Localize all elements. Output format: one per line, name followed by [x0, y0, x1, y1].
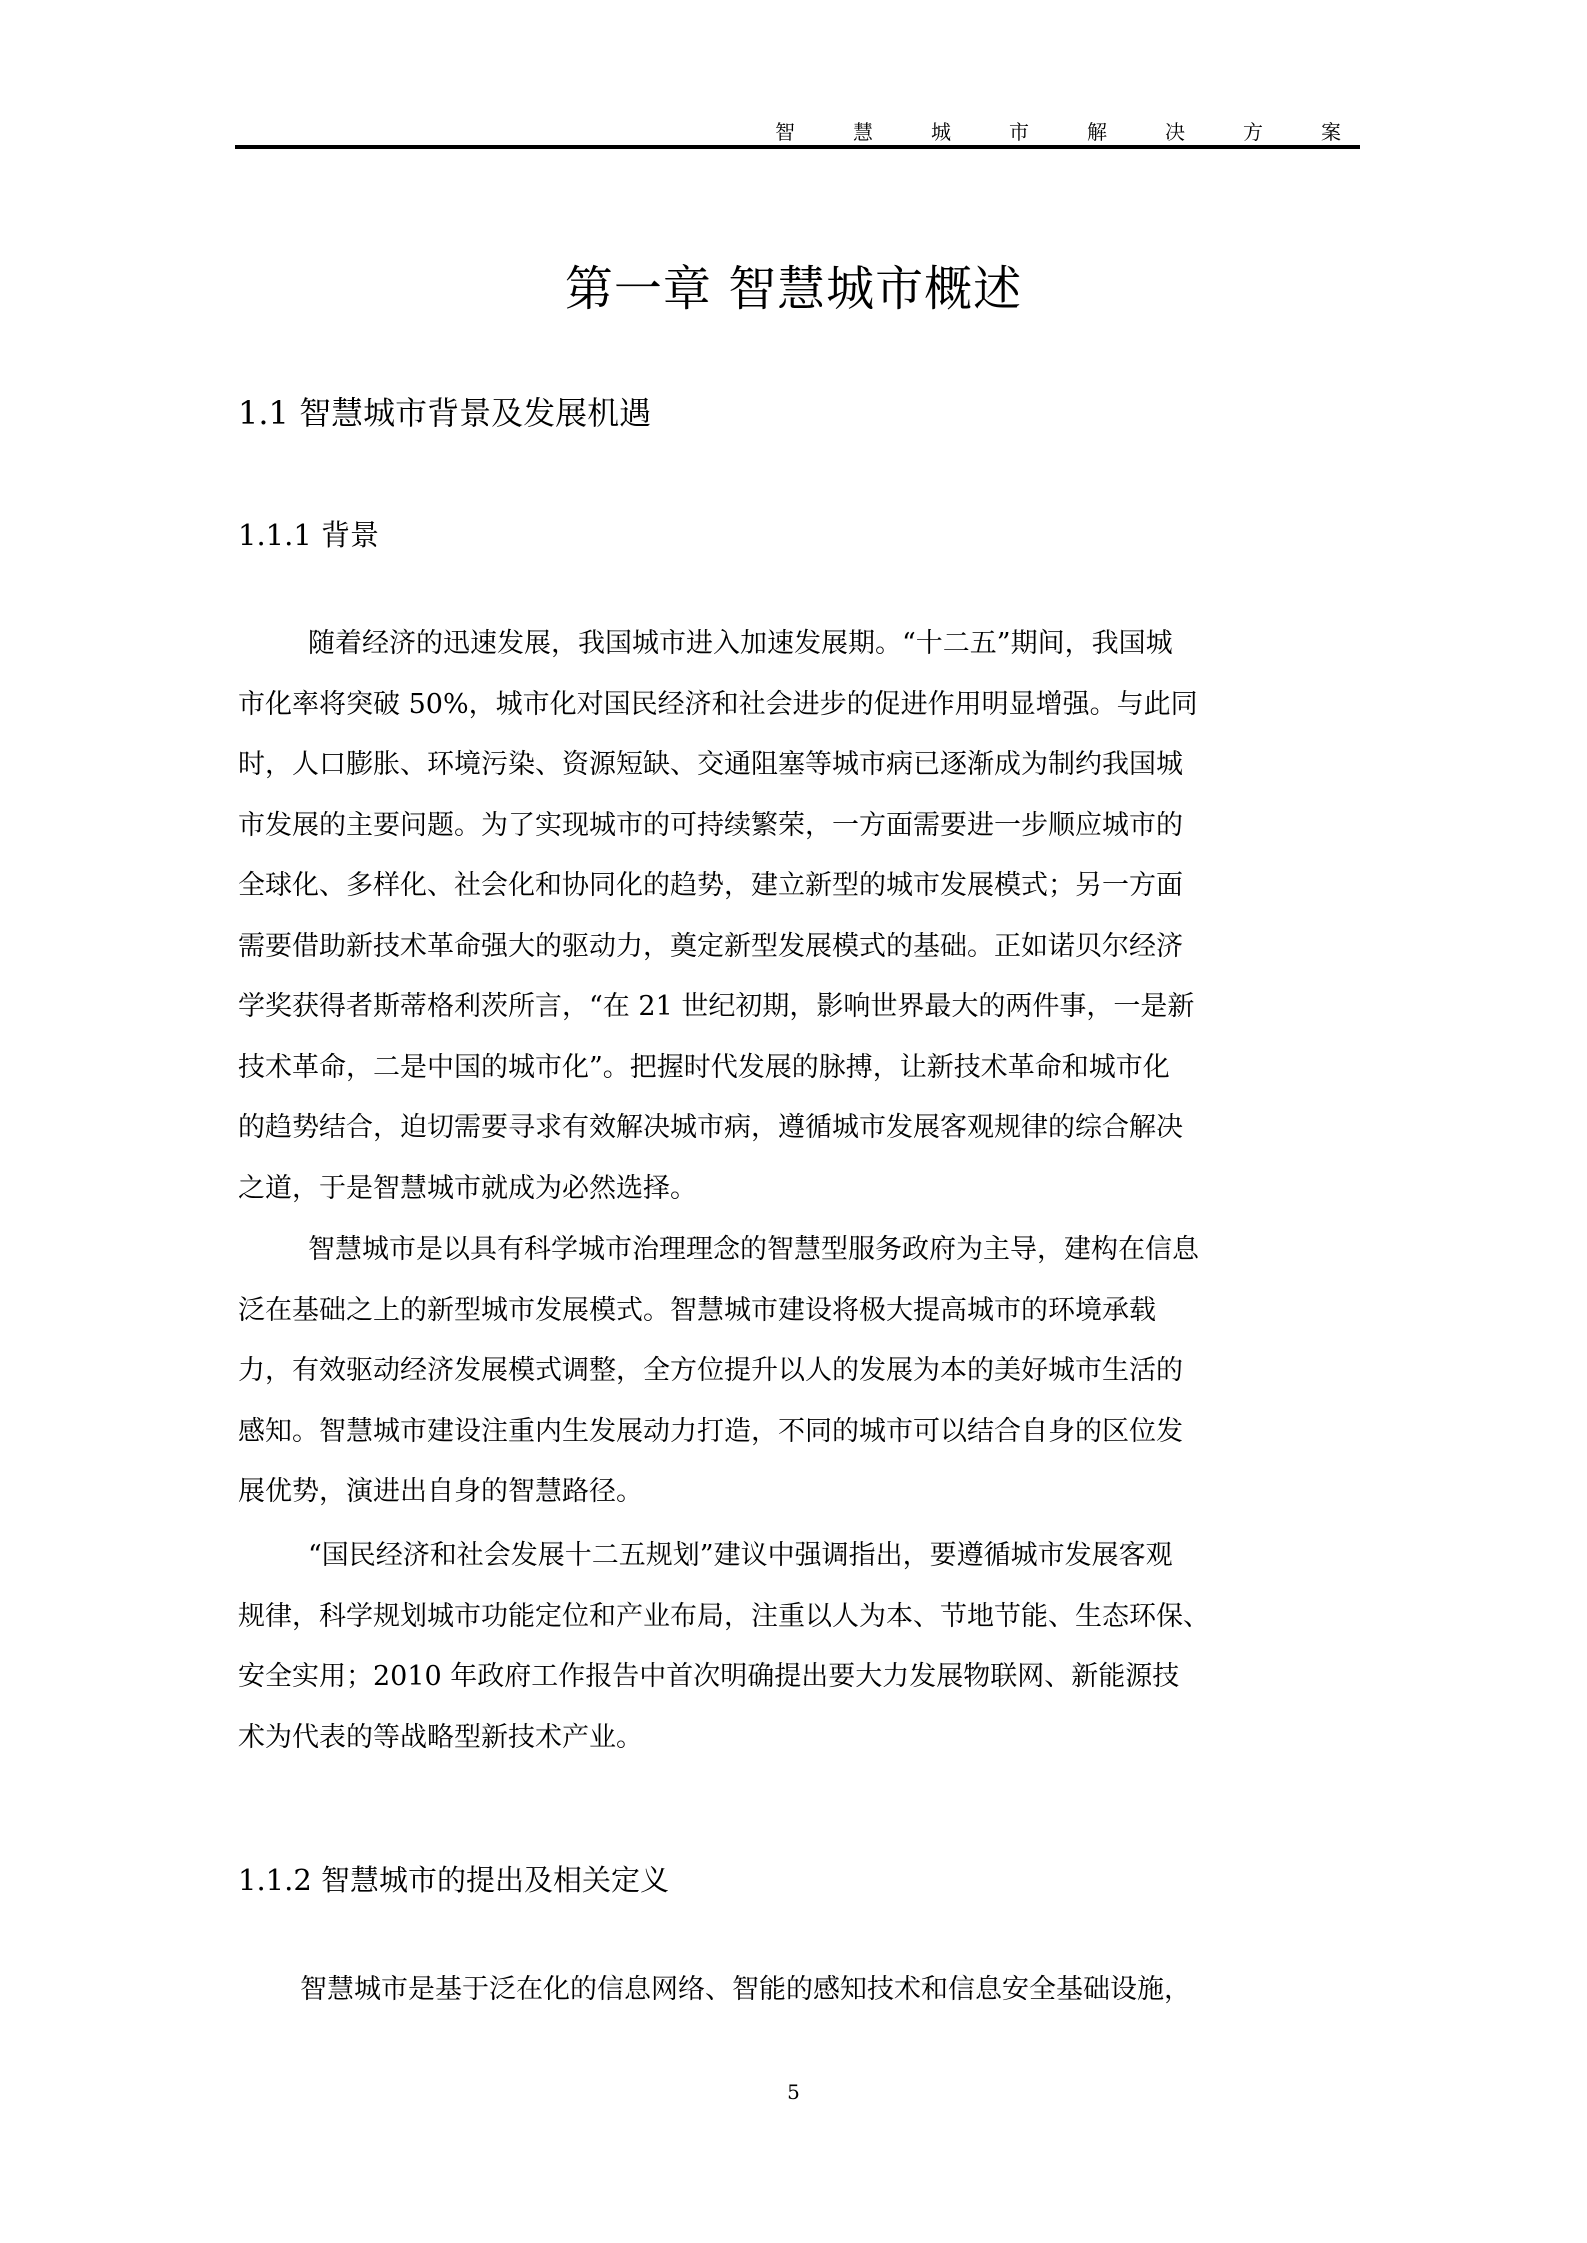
paragraph-line: 学奖获得者斯蒂格利茨所言，“在 21 世纪初期，影响世界最大的两件事，一是新: [238, 991, 1195, 1022]
paragraph-line: 智慧城市是以具有科学城市治理理念的智慧型服务政府为主导，建构在信息: [308, 1234, 1199, 1265]
header-char: 智: [775, 120, 795, 144]
paragraph-line: 规律，科学规划城市功能定位和产业布局，注重以人为本、节地节能、生态环保、: [238, 1600, 1210, 1632]
running-header-title: [756, 116, 1360, 145]
header-char: 决: [1165, 120, 1185, 144]
paragraph-line: “国民经济和社会发展十二五规划”建议中强调指出，要遵循城市发展客观: [308, 1540, 1173, 1571]
section-heading-1-1-1: 1.1.1 背景: [238, 518, 380, 552]
paragraph-line: 时，人口膨胀、环境污染、资源短缺、交通阻塞等城市病已逐渐成为制约我国城: [238, 749, 1183, 780]
page-number: 5: [787, 2080, 800, 2104]
paragraph-line: 市发展的主要问题。为了实现城市的可持续繁荣，一方面需要进一步顺应城市的: [238, 809, 1183, 841]
paragraph-line: 之道，于是智慧城市就成为必然选择。: [238, 1172, 697, 1204]
section-heading-1-1-2: 1.1.2 智慧城市的提出及相关定义: [238, 1863, 670, 1897]
chapter-title: 第一章 智慧城市概述: [564, 261, 1023, 317]
paragraph-line: 的趋势结合，迫切需要寻求有效解决城市病，遵循城市发展客观规律的综合解决: [238, 1112, 1183, 1143]
paragraph-background-3: [238, 1526, 1238, 1768]
paragraph-line: 展优势，演进出自身的智慧路径。: [238, 1476, 643, 1507]
paragraph-line: 智慧城市是基于泛在化的信息网络、智能的感知技术和信息安全基础设施，: [300, 1974, 1191, 2005]
header-char: 解: [1087, 120, 1107, 144]
paragraph-line: 市化率将突破 50%，城市化对国民经济和社会进步的促进作用明显增强。与此同: [238, 688, 1198, 720]
paragraph-definition-1: [238, 1960, 1238, 2021]
header-char: 慧: [853, 120, 873, 144]
section-heading-1-1: 1.1 智慧城市背景及发展机遇: [238, 394, 652, 432]
header-char: 城: [931, 120, 951, 144]
paragraph-line: 泛在基础之上的新型城市发展模式。智慧城市建设将极大提高城市的环境承载: [238, 1294, 1156, 1326]
header-char: 方: [1243, 120, 1263, 144]
paragraph-background-1: [238, 614, 1238, 1219]
header-char: 案: [1321, 120, 1341, 144]
paragraph-line: 感知。智慧城市建设注重内生发展动力打造，不同的城市可以结合自身的区位发: [238, 1415, 1183, 1447]
paragraph-line: 力，有效驱动经济发展模式调整，全方位提升以人的发展为本的美好城市生活的: [238, 1355, 1183, 1386]
paragraph-line: 术为代表的等战略型新技术产业。: [238, 1721, 643, 1753]
paragraph-line: 随着经济的迅速发展，我国城市进入加速发展期。“十二五”期间，我国城: [308, 628, 1173, 659]
paragraph-line: 全球化、多样化、社会化和协同化的趋势，建立新型的城市发展模式；另一方面: [238, 870, 1183, 901]
paragraph-line: 安全实用；2010 年政府工作报告中首次明确提出要大力发展物联网、新能源技: [238, 1661, 1180, 1692]
header-char: 市: [1009, 120, 1029, 144]
paragraph-background-2: [238, 1220, 1238, 1523]
paragraph-line: 技术革命，二是中国的城市化”。把握时代发展的脉搏，让新技术革命和城市化: [238, 1051, 1170, 1083]
paragraph-line: 需要借助新技术革命强大的驱动力，奠定新型发展模式的基础。正如诺贝尔经济: [238, 930, 1183, 962]
header-rule: [235, 145, 1360, 149]
